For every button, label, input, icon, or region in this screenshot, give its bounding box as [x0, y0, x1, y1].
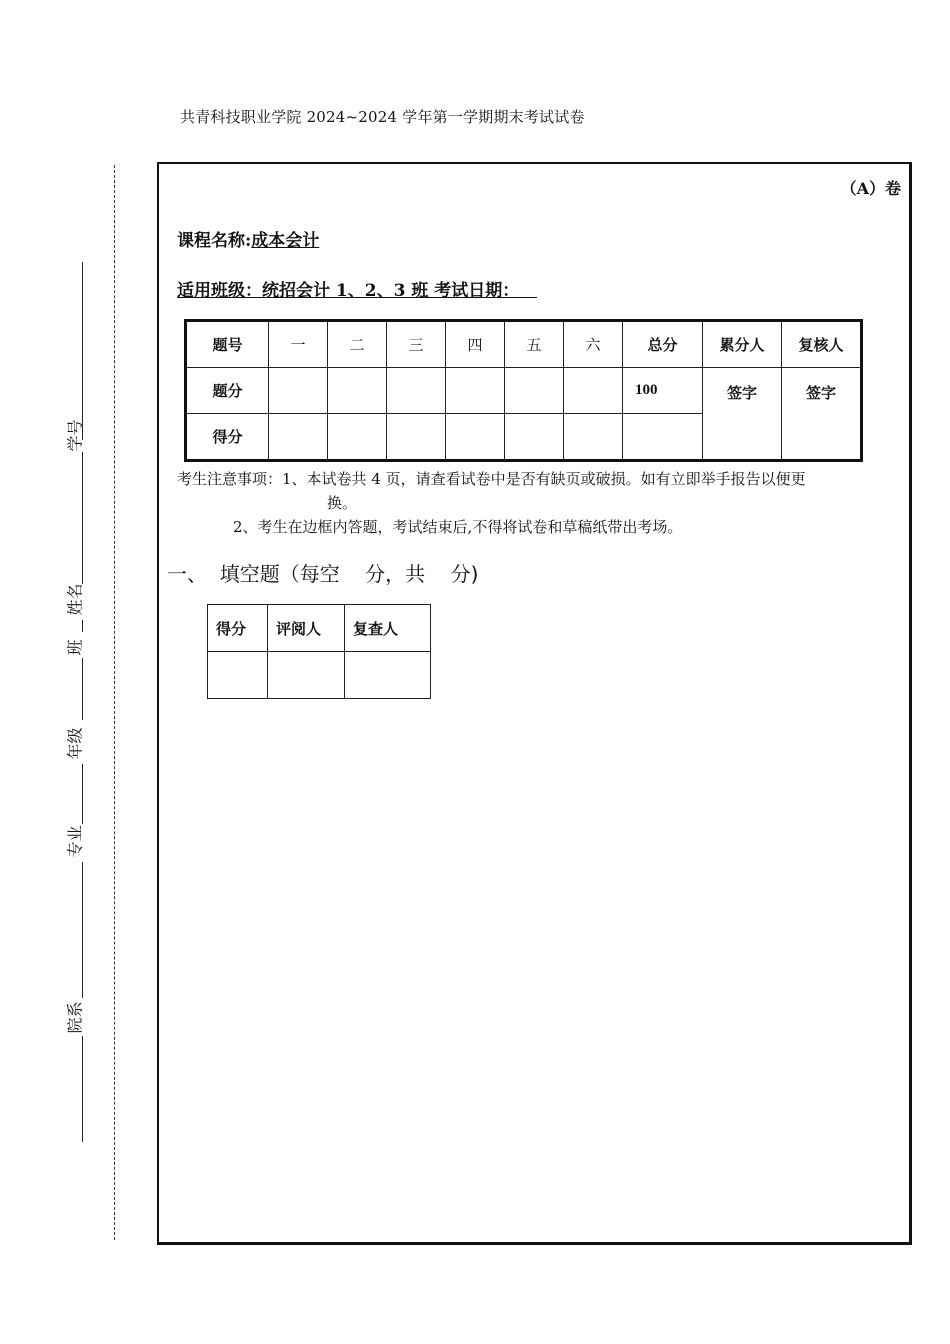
binding-rule-name: [82, 452, 83, 584]
score-table: [184, 319, 863, 462]
binding-rule-major: [82, 764, 83, 824]
binding-rule-class: [82, 620, 83, 632]
got-cell[interactable]: [564, 414, 623, 461]
grader-header-cell: 得分: [208, 605, 268, 652]
score-header-cell: 四: [446, 321, 505, 368]
binding-label-department: 院系: [65, 1001, 85, 1034]
points-cell[interactable]: [328, 368, 387, 414]
course-label: 课程名称:: [177, 231, 252, 251]
binding-dashed-line: [114, 165, 115, 1240]
got-total-cell[interactable]: [623, 414, 703, 461]
exam-notes: [177, 467, 907, 539]
paper-type-label: （A）卷: [840, 179, 901, 198]
got-cell[interactable]: [328, 414, 387, 461]
binding-rule-student-id: [82, 262, 83, 440]
section-1-grader-table: [207, 604, 431, 699]
binding-rule-dept-bottom: [82, 1036, 83, 1142]
score-table-points-row: [186, 368, 862, 414]
got-cell[interactable]: [446, 414, 505, 461]
grader-entry-cell[interactable]: [208, 652, 268, 699]
binding-rule-dept-top: [82, 862, 83, 998]
exam-header-title: 共青科技职业学院 2024~2024 学年第一学期期末考试试卷: [180, 108, 585, 126]
exam-frame: [157, 162, 912, 1245]
grader-entry-cell[interactable]: [268, 652, 345, 699]
grader-header-row: [208, 605, 431, 652]
section-1-title: 一、 填空题（每空 分，共 分): [167, 562, 479, 586]
binding-label-student-id: 学号: [65, 419, 85, 452]
points-cell[interactable]: [269, 368, 328, 414]
review-sign-label: 签字: [782, 368, 862, 461]
binding-label-name: 姓名: [65, 583, 85, 616]
score-header-cell: 题号: [186, 321, 269, 368]
notes-line-3: 2、考生在边框内答题，考试结束后,不得将试卷和草稿纸带出考场。: [233, 518, 683, 536]
tally-sign-label: 签字: [703, 368, 782, 461]
points-row-label: 题分: [186, 368, 269, 414]
grader-entry-row: [208, 652, 431, 699]
got-cell[interactable]: [269, 414, 328, 461]
score-header-cell: 五: [505, 321, 564, 368]
score-header-cell: 三: [387, 321, 446, 368]
points-cell[interactable]: [505, 368, 564, 414]
class-and-date-line: 适用班级：统招会计 1、2、3 班 考试日期：: [177, 281, 537, 301]
score-header-cell: 一: [269, 321, 328, 368]
got-cell[interactable]: [387, 414, 446, 461]
grader-entry-cell[interactable]: [345, 652, 431, 699]
binding-label-class: 班: [65, 639, 85, 656]
notes-line-2: 换。: [327, 494, 358, 512]
points-cell[interactable]: [564, 368, 623, 414]
points-cell[interactable]: [446, 368, 505, 414]
points-cell[interactable]: [387, 368, 446, 414]
course-value: 成本会计: [251, 231, 320, 251]
binding-label-major: 专业: [65, 825, 85, 858]
score-header-cell: 六: [564, 321, 623, 368]
score-header-cell: 累分人: [703, 321, 782, 368]
got-cell[interactable]: [505, 414, 564, 461]
course-line: [177, 226, 319, 251]
got-row-label: 得分: [186, 414, 269, 461]
binding-label-grade: 年级: [65, 727, 85, 760]
notes-line-1: 考生注意事项：1、本试卷共 4 页，请查看试卷中是否有缺页或破损。如有立即举手报告以便更: [177, 470, 806, 488]
binding-rule-grade: [82, 658, 83, 720]
grader-header-cell: 复查人: [345, 605, 431, 652]
grader-header-cell: 评阅人: [268, 605, 345, 652]
score-header-cell: 二: [328, 321, 387, 368]
total-points-cell: 100: [623, 368, 703, 414]
score-table-header-row: [186, 321, 862, 368]
score-header-cell: 总分: [623, 321, 703, 368]
score-header-cell: 复核人: [782, 321, 862, 368]
